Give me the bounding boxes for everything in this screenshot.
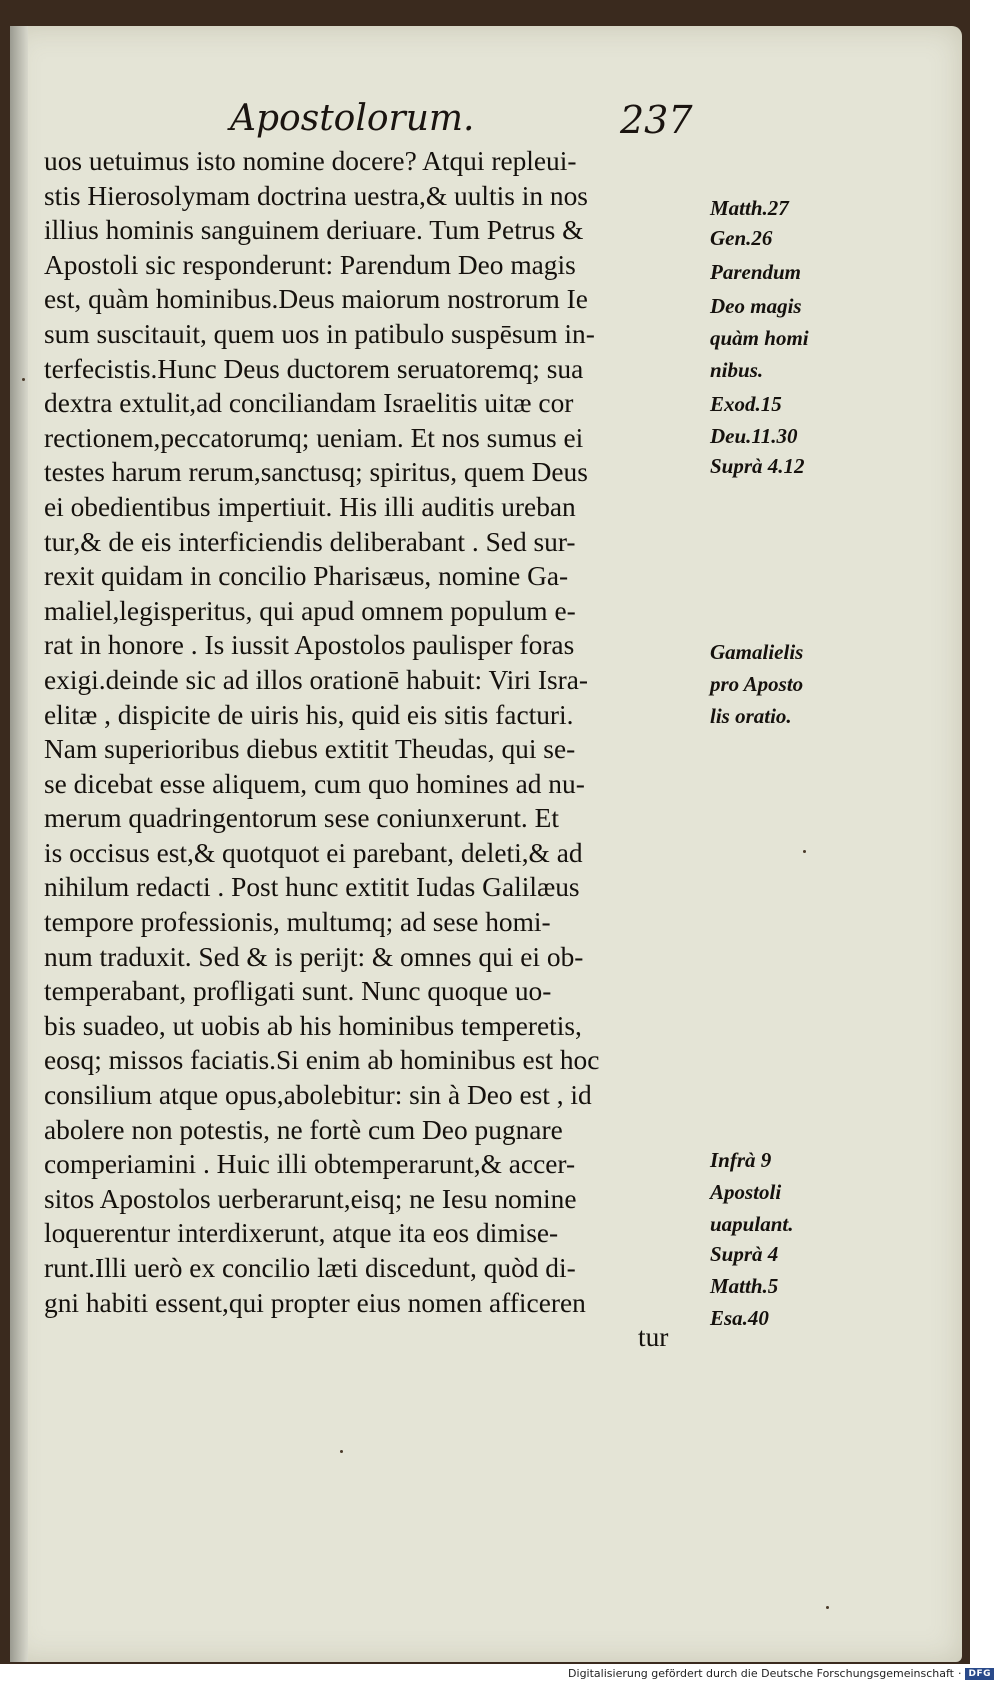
margin-note: uapulant. — [710, 1212, 794, 1236]
margin-note: Matth.5 — [710, 1274, 779, 1298]
margin-note: pro Aposto — [710, 672, 804, 696]
page-gutter-shadow — [10, 26, 28, 1662]
text-line: num traduxit. Sed & is perijt: & omnes qui ei ob- — [44, 941, 584, 972]
margin-note: nibus. — [710, 358, 764, 382]
text-line: Nam superioribus diebus extitit Theudas, qui se- — [44, 734, 576, 765]
margin-note: Exod.15 — [710, 392, 782, 416]
margin-note: Deo magis — [710, 294, 802, 318]
text-line: stis Hierosolymam doctrina uestra,& uultis in nos — [44, 180, 588, 211]
margin-note: Apostoli — [710, 1180, 782, 1204]
margin-note: Parendum — [710, 260, 802, 284]
margin-note: Esa.40 — [710, 1306, 769, 1330]
text-line: nihilum redacti . Post hunc extitit Iudas Galilæus — [44, 872, 580, 903]
text-line: loquerentur interdixerunt, atque ita eos dimise- — [44, 1218, 559, 1249]
paper-speck — [340, 1450, 343, 1453]
margin-note: Suprà 4.12 — [710, 454, 805, 478]
text-line: se dicebat esse aliquem, cum quo homines ad nu- — [44, 768, 585, 799]
text-line: bis suadeo, ut uobis ab his hominibus temperetis, — [44, 1010, 582, 1041]
text-line: abolere non potestis, ne fortè cum Deo pugnare — [44, 1114, 563, 1145]
text-line: uos uetuimus isto nomine docere? Atqui repleui- — [44, 146, 577, 176]
text-line: runt.Illi uerò ex concilio læti discedunt, quòd di- — [44, 1253, 576, 1283]
text-line: temperabant, profligati sunt. Nunc quoque uo- — [44, 976, 552, 1007]
text-line: gni habiti essent,qui propter eius nomen afficeren — [44, 1287, 586, 1318]
margin-note: Deu.11.30 — [710, 424, 798, 448]
text-line: tempore professionis, multumq; ad sese homi- — [44, 907, 551, 938]
margin-note: Infrà 9 — [710, 1148, 772, 1172]
text-line: testes harum rerum,sanctusq; spiritus, quem Deus — [44, 457, 588, 488]
text-line: consilium atque opus,abolebitur: sin à Deo est , id — [44, 1080, 592, 1111]
text-line: rexit quidam in concilio Pharisæus, nomine Ga- — [44, 561, 569, 592]
text-line: dextra extulit,ad conciliandam Israelitis uitæ cor — [44, 388, 574, 419]
text-line: rat in honore . Is iussit Apostolos paulisper foras — [44, 630, 575, 661]
margin-note: Matth.27 — [710, 196, 789, 220]
footer-credit: Digitalisierung gefördert durch die Deutsche Forschungsgemeinschaft — [568, 1667, 954, 1680]
text-line: sitos Apostolos uerberarunt,eisq; ne Iesu nomine — [44, 1183, 577, 1214]
text-line: est, quàm hominibus.Deus maiorum nostrorum Ie — [44, 284, 588, 315]
margin-note: Gamalielis — [710, 640, 804, 664]
running-head: Apostolorum. — [230, 98, 475, 139]
margin-note: lis oratio. — [710, 704, 792, 728]
text-line: is occisus est,& quotquot ei parebant, deleti,& ad — [44, 837, 583, 868]
text-line: eosq; missos faciatis.Si enim ab hominibus est hoc — [44, 1045, 600, 1076]
text-line: tur — [638, 1322, 669, 1353]
text-line: illius hominis sanguinem deriuare. Tum Petrus & — [44, 215, 584, 246]
text-line: terfecistis.Hunc Deus ductorem seruatoremq; sua — [44, 353, 584, 384]
text-line: Apostoli sic responderunt: Parendum Deo magis — [44, 249, 576, 280]
dfg-logo-icon: DFG — [965, 1668, 994, 1680]
digitization-footer: Digitalisierung gefördert durch die Deutsche Forschungsgemeinschaft · DFG — [568, 1667, 994, 1680]
paper-speck — [826, 1606, 829, 1609]
text-line: comperiamini . Huic illi obtemperarunt,& accer- — [44, 1149, 576, 1180]
text-line: ei obedientibus impertiuit. His illi auditis ureban — [44, 491, 576, 522]
text-line: merum quadringentorum sese coniunxerunt. Et — [44, 803, 559, 834]
text-line: elitæ , dispicite de uiris his, quid eis sitis facturi. — [44, 699, 574, 730]
text-line: maliel,legisperitus, qui apud omnem populum e- — [44, 595, 576, 626]
text-line: exigi.deinde sic ad illos orationē habuit: Viri Isra- — [44, 664, 589, 695]
text-line: tur,& de eis interficiendis deliberabant . Sed sur- — [44, 526, 576, 557]
body-text-block — [44, 144, 694, 1355]
paper-speck — [22, 378, 25, 381]
margin-note: quàm homi — [710, 326, 809, 350]
page-number: 237 — [620, 98, 693, 142]
paper-speck — [803, 850, 806, 853]
text-line: sum suscitauit, quem uos in patibulo suspēsum in- — [44, 318, 595, 349]
text-line: rectionem,peccatorumq; ueniam. Et nos sumus ei — [44, 422, 584, 453]
margin-note: Suprà 4 — [710, 1242, 779, 1266]
margin-note: Gen.26 — [710, 226, 773, 250]
